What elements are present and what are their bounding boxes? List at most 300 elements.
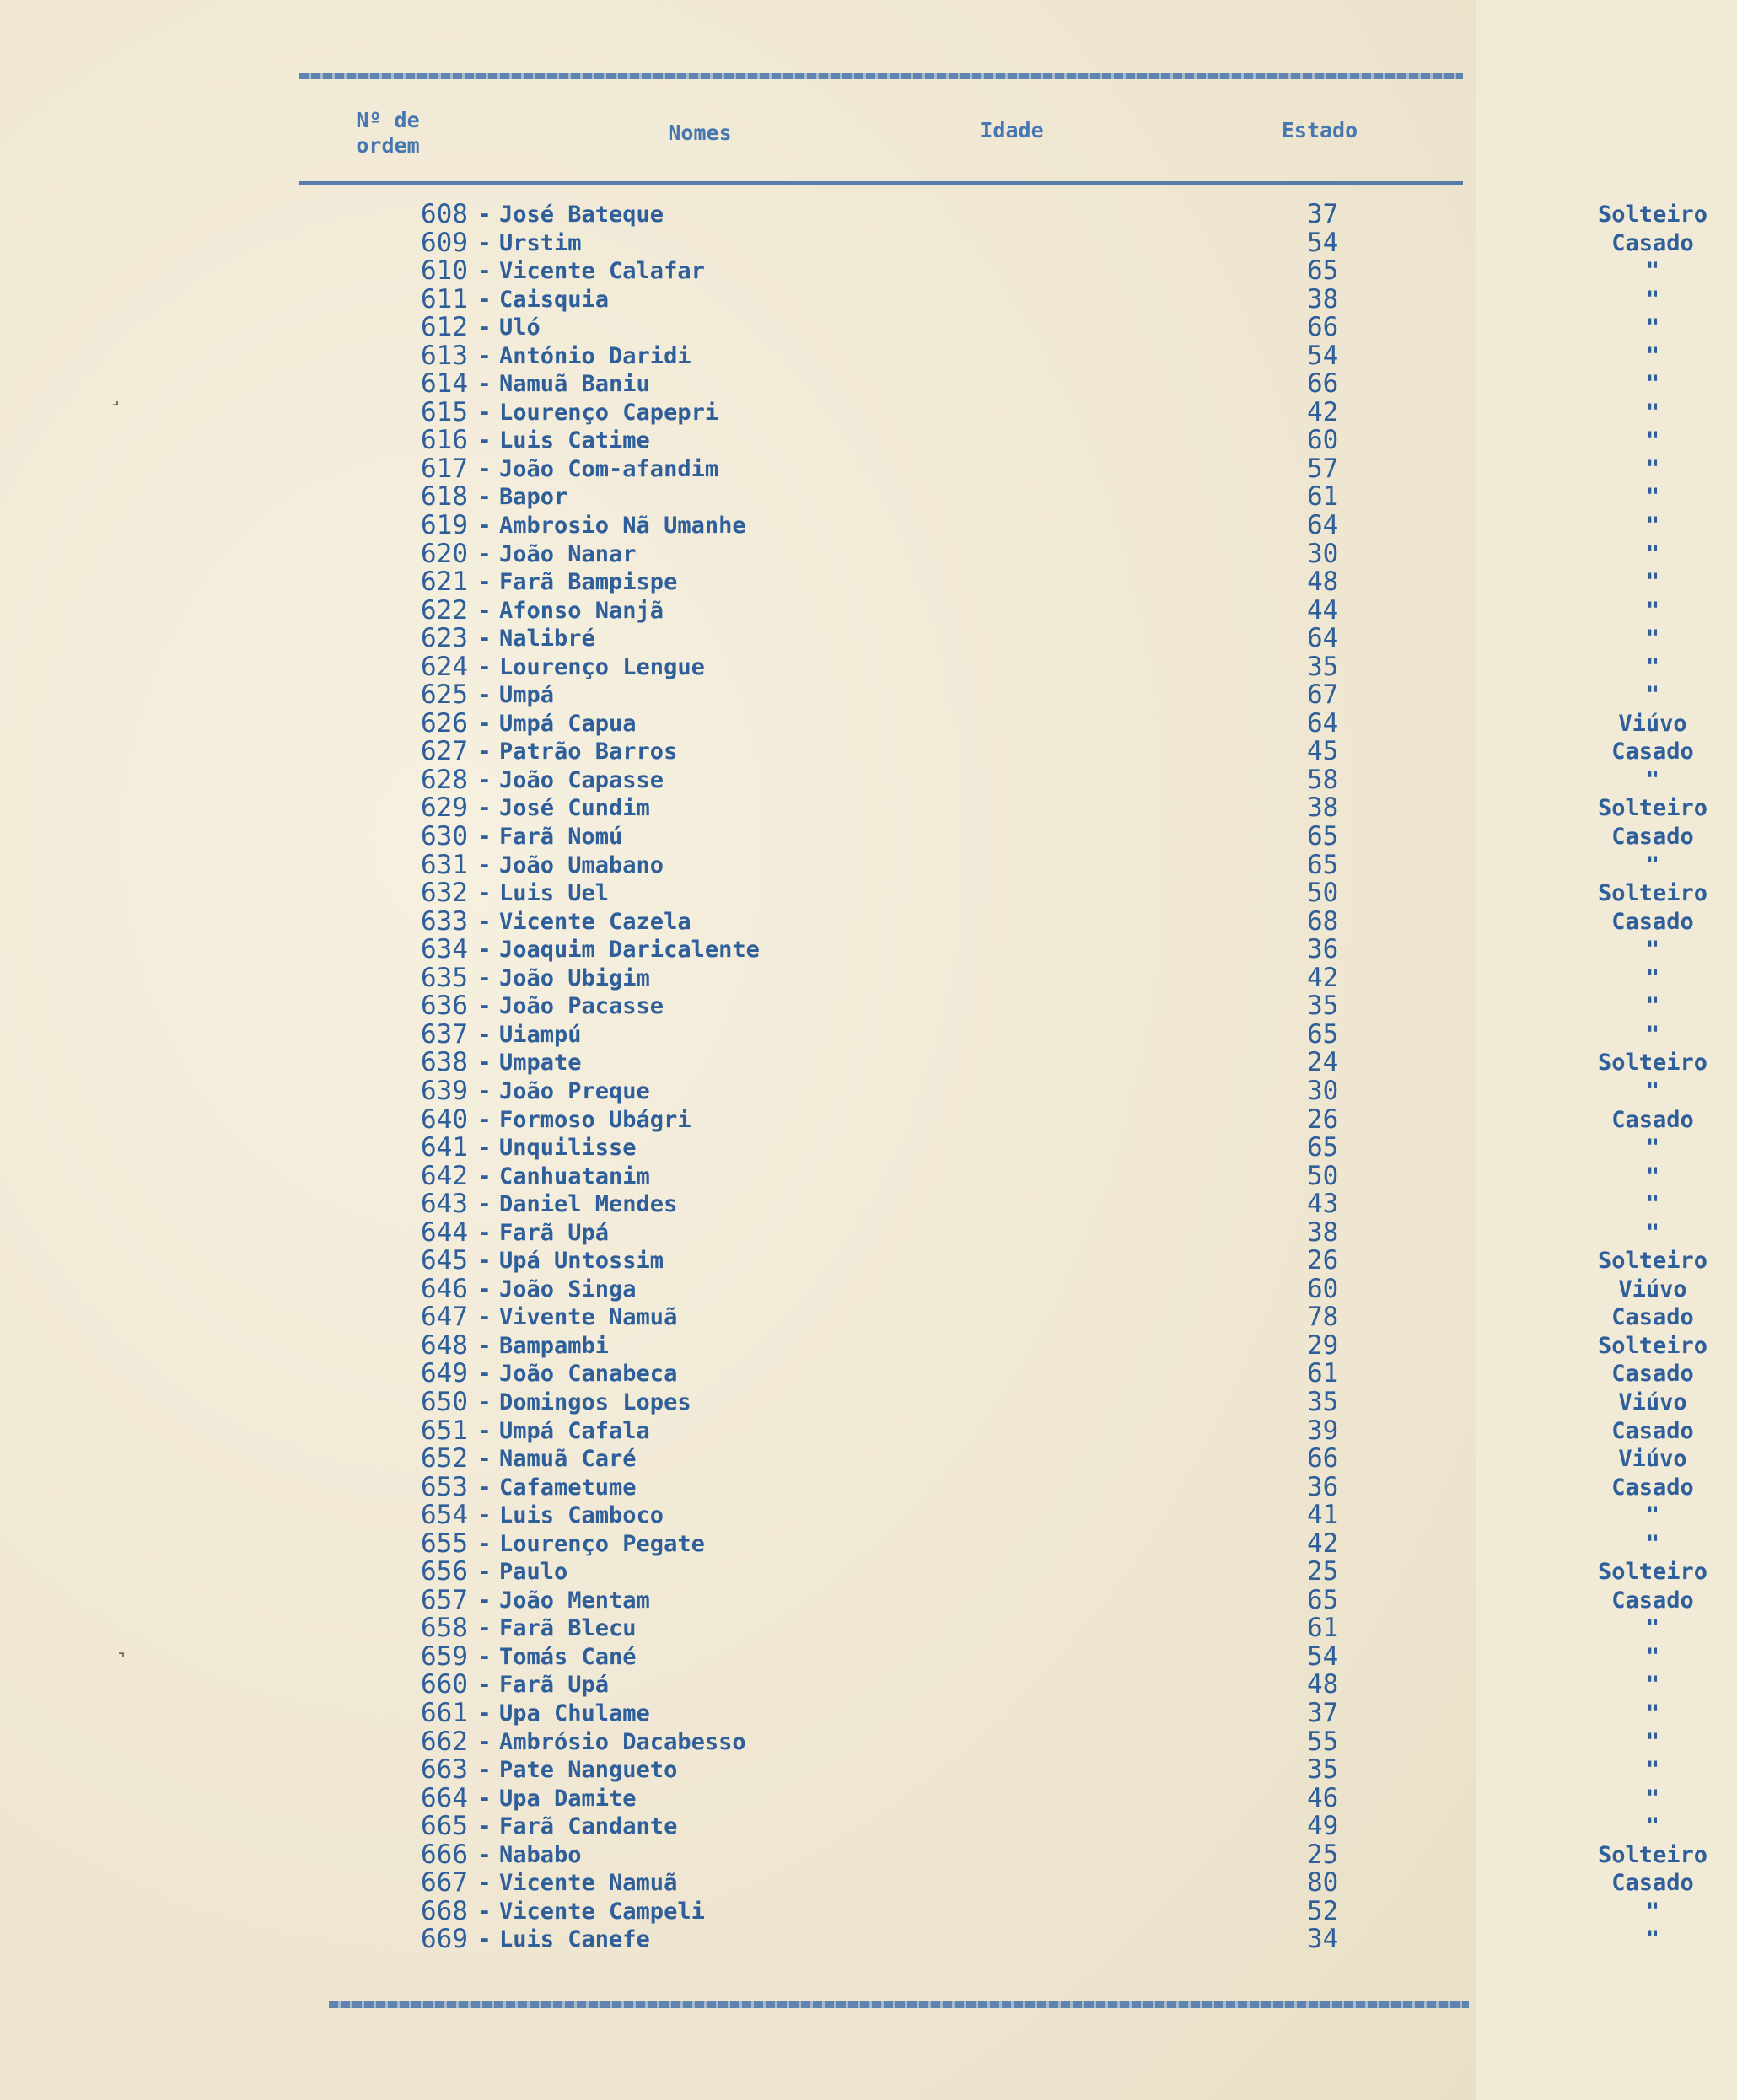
marital-status: " xyxy=(1645,455,1660,482)
person-age: 35 xyxy=(1307,1386,1339,1417)
person-age: 37 xyxy=(1307,1697,1339,1728)
marital-status: Solteiro xyxy=(1597,880,1708,907)
marital-status: " xyxy=(1645,1700,1660,1727)
person-age: 30 xyxy=(1307,1075,1339,1106)
person-age: 30 xyxy=(1307,538,1339,569)
list-item xyxy=(337,283,1660,314)
marital-status: " xyxy=(1645,1135,1660,1162)
separator-dash: - xyxy=(477,1050,492,1077)
person-age: 25 xyxy=(1307,1839,1339,1870)
list-item xyxy=(337,1329,1708,1361)
person-name: Vicente Calafar xyxy=(499,258,705,285)
person-name: Umpá xyxy=(499,682,555,709)
list-item xyxy=(337,1047,1708,1078)
person-name: João Preque xyxy=(499,1077,650,1104)
list-item xyxy=(337,1811,1660,1842)
order-number: 619 xyxy=(421,510,468,541)
marital-status: " xyxy=(1645,1615,1660,1642)
separator-dash: - xyxy=(477,710,492,737)
person-age: 39 xyxy=(1307,1415,1339,1446)
separator-dash: - xyxy=(477,1077,492,1104)
list-item xyxy=(337,1500,1660,1531)
order-number: 662 xyxy=(421,1726,468,1757)
order-number: 640 xyxy=(421,1104,468,1135)
person-name: Luis Catime xyxy=(499,427,650,454)
list-item xyxy=(337,1584,1694,1615)
person-name: João Umabano xyxy=(499,851,664,878)
separator-dash: - xyxy=(477,1530,492,1557)
separator-dash: - xyxy=(477,455,492,482)
person-age: 48 xyxy=(1307,567,1339,598)
order-number: 653 xyxy=(421,1471,468,1502)
order-number: 646 xyxy=(421,1273,468,1304)
marital-status: " xyxy=(1645,964,1660,991)
order-number: 622 xyxy=(421,594,468,626)
person-name: João Ubigim xyxy=(499,964,650,991)
person-age: 54 xyxy=(1307,1641,1339,1672)
list-item xyxy=(337,1895,1660,1926)
list-item xyxy=(337,1726,1660,1757)
person-name: Bapor xyxy=(499,484,568,511)
order-number: 611 xyxy=(421,283,468,314)
header-state: Estado xyxy=(1281,118,1358,142)
person-name: José Bateque xyxy=(499,201,664,228)
person-age: 78 xyxy=(1307,1302,1339,1333)
marital-status: " xyxy=(1645,937,1660,964)
order-number: 648 xyxy=(421,1329,468,1361)
person-name: Umpá Capua xyxy=(499,710,637,737)
marital-status: " xyxy=(1645,1643,1660,1670)
list-item xyxy=(337,679,1660,711)
person-name: Luis Uel xyxy=(499,880,610,907)
person-age: 44 xyxy=(1307,594,1339,626)
list-item xyxy=(337,1160,1660,1191)
header-age: Idade xyxy=(980,118,1044,142)
marital-status: " xyxy=(1645,597,1660,624)
list-item xyxy=(337,567,1660,598)
person-age: 42 xyxy=(1307,1528,1339,1559)
list-item xyxy=(337,1216,1660,1248)
person-age: 57 xyxy=(1307,453,1339,484)
marital-status: " xyxy=(1645,1728,1660,1755)
marital-status: " xyxy=(1645,1757,1660,1784)
person-age: 45 xyxy=(1307,736,1339,767)
marital-status: " xyxy=(1645,653,1660,680)
order-number: 613 xyxy=(421,340,468,371)
order-number: 632 xyxy=(421,878,468,909)
marital-status: " xyxy=(1645,258,1660,285)
marital-status: Casado xyxy=(1611,1417,1694,1444)
list-item xyxy=(337,481,1660,513)
person-age: 41 xyxy=(1307,1500,1339,1531)
person-name: Nababo xyxy=(499,1841,582,1868)
separator-dash: - xyxy=(477,1417,492,1444)
marital-status: " xyxy=(1645,1191,1660,1218)
top-dashed-rule xyxy=(299,73,1463,79)
marital-status: " xyxy=(1645,1926,1660,1953)
list-item xyxy=(337,396,1660,427)
person-name: Unquilisse xyxy=(499,1135,637,1162)
separator-dash: - xyxy=(477,1163,492,1190)
marital-status: " xyxy=(1645,682,1660,709)
order-number: 627 xyxy=(421,736,468,767)
list-item xyxy=(337,1386,1687,1417)
order-number: 641 xyxy=(421,1132,468,1163)
bottom-dashed-rule xyxy=(329,2001,1469,2008)
list-item xyxy=(337,1471,1694,1502)
separator-dash: - xyxy=(477,1388,492,1415)
separator-dash: - xyxy=(477,766,492,793)
person-name: João Com-afandim xyxy=(499,455,719,482)
separator-dash: - xyxy=(477,1304,492,1331)
marital-status: Viúvo xyxy=(1618,1276,1687,1302)
list-item xyxy=(337,934,1660,965)
person-name: Ambrósio Dacabesso xyxy=(499,1728,746,1755)
list-item xyxy=(337,991,1660,1022)
list-item xyxy=(337,1528,1660,1559)
order-number: 664 xyxy=(421,1782,468,1813)
person-name: Bampambi xyxy=(499,1332,610,1359)
person-name: Vicente Campeli xyxy=(499,1898,705,1925)
list-item xyxy=(337,1189,1660,1220)
list-item xyxy=(337,821,1694,852)
person-name: José Cundim xyxy=(499,795,650,822)
order-number: 620 xyxy=(421,538,468,569)
order-number: 628 xyxy=(421,764,468,795)
separator-dash: - xyxy=(477,626,492,653)
separator-dash: - xyxy=(477,1587,492,1614)
marital-status: " xyxy=(1645,1021,1660,1048)
order-number: 636 xyxy=(421,991,468,1022)
list-item xyxy=(337,199,1708,229)
person-age: 35 xyxy=(1307,651,1339,682)
person-name: Domingos Lopes xyxy=(499,1388,691,1415)
person-age: 55 xyxy=(1307,1726,1339,1757)
person-name: João Canabeca xyxy=(499,1361,678,1388)
person-age: 54 xyxy=(1307,340,1339,371)
person-age: 37 xyxy=(1307,199,1339,229)
list-item xyxy=(337,1697,1660,1728)
person-name: Cafametume xyxy=(499,1474,637,1501)
person-name: Umpá Cafala xyxy=(499,1417,650,1444)
order-number: 665 xyxy=(421,1811,468,1842)
order-number: 610 xyxy=(421,255,468,287)
marital-status: Casado xyxy=(1611,738,1694,765)
marital-status: " xyxy=(1645,1219,1660,1246)
person-name: João Nanar xyxy=(499,540,637,567)
order-number: 639 xyxy=(421,1075,468,1106)
person-name: Daniel Mendes xyxy=(499,1191,678,1218)
person-age: 64 xyxy=(1307,510,1339,541)
separator-dash: - xyxy=(477,1813,492,1840)
order-number: 630 xyxy=(421,821,468,852)
marital-status: Casado xyxy=(1611,229,1694,256)
person-age: 65 xyxy=(1307,1018,1339,1050)
marital-status: " xyxy=(1645,399,1660,426)
separator-dash: - xyxy=(477,258,492,285)
marital-status: " xyxy=(1645,314,1660,341)
person-name: Luis Canefe xyxy=(499,1926,650,1953)
person-age: 26 xyxy=(1307,1104,1339,1135)
separator-dash: - xyxy=(477,399,492,426)
marital-status: Solteiro xyxy=(1597,201,1708,228)
marital-status: " xyxy=(1645,513,1660,540)
person-age: 64 xyxy=(1307,707,1339,738)
person-age: 36 xyxy=(1307,1471,1339,1502)
list-item xyxy=(337,1443,1687,1474)
person-name: Vicente Namuã xyxy=(499,1870,678,1897)
order-number: 615 xyxy=(421,396,468,427)
person-age: 50 xyxy=(1307,878,1339,909)
person-name: Upá Untossim xyxy=(499,1248,664,1275)
order-number: 656 xyxy=(421,1556,468,1587)
separator-dash: - xyxy=(477,824,492,851)
separator-dash: - xyxy=(477,851,492,878)
marital-status: Viúvo xyxy=(1618,1388,1687,1415)
person-name: Tomás Cané xyxy=(499,1643,637,1670)
person-name: Paulo xyxy=(499,1559,568,1586)
person-name: Lourenço Pegate xyxy=(499,1530,705,1557)
order-number: 637 xyxy=(421,1018,468,1050)
person-age: 65 xyxy=(1307,821,1339,852)
order-number: 659 xyxy=(421,1641,468,1672)
person-name: Namuã Baniu xyxy=(499,371,650,398)
marital-status: " xyxy=(1645,1077,1660,1104)
person-age: 49 xyxy=(1307,1811,1339,1842)
order-number: 642 xyxy=(421,1160,468,1191)
marital-status: Viúvo xyxy=(1618,710,1687,737)
marital-status: Casado xyxy=(1611,1106,1694,1133)
marital-status: Casado xyxy=(1611,1587,1694,1614)
marital-status: " xyxy=(1645,851,1660,878)
person-age: 46 xyxy=(1307,1782,1339,1813)
separator-dash: - xyxy=(477,1926,492,1953)
person-age: 80 xyxy=(1307,1867,1339,1899)
marital-status: " xyxy=(1645,1530,1660,1557)
separator-dash: - xyxy=(477,201,492,228)
list-item xyxy=(337,905,1694,937)
person-age: 66 xyxy=(1307,312,1339,343)
list-item xyxy=(337,849,1660,880)
order-number: 617 xyxy=(421,453,468,484)
separator-dash: - xyxy=(477,1021,492,1048)
person-age: 60 xyxy=(1307,1273,1339,1304)
separator-dash: - xyxy=(477,682,492,709)
separator-dash: - xyxy=(477,1615,492,1642)
person-name: Namuã Caré xyxy=(499,1446,637,1473)
person-age: 52 xyxy=(1307,1895,1339,1926)
order-number: 624 xyxy=(421,651,468,682)
person-age: 38 xyxy=(1307,1216,1339,1248)
marital-status: " xyxy=(1645,427,1660,454)
list-item xyxy=(337,1245,1708,1276)
person-age: 65 xyxy=(1307,1132,1339,1163)
separator-dash: - xyxy=(477,1898,492,1925)
order-number: 629 xyxy=(421,792,468,824)
list-item xyxy=(337,792,1708,824)
separator-dash: - xyxy=(477,229,492,256)
person-age: 34 xyxy=(1307,1924,1339,1955)
separator-dash: - xyxy=(477,1332,492,1359)
order-number: 634 xyxy=(421,934,468,965)
list-item xyxy=(337,1018,1660,1050)
order-number: 609 xyxy=(421,227,468,258)
separator-dash: - xyxy=(477,1135,492,1162)
separator-dash: - xyxy=(477,964,492,991)
marital-status: Solteiro xyxy=(1597,1841,1708,1868)
header-number-label: Nº de ordem xyxy=(356,108,420,158)
person-age: 66 xyxy=(1307,1443,1339,1474)
list-item xyxy=(337,538,1660,569)
separator-dash: - xyxy=(477,908,492,935)
person-age: 64 xyxy=(1307,623,1339,654)
list-item xyxy=(337,1075,1660,1106)
separator-dash: - xyxy=(477,1361,492,1388)
list-item xyxy=(337,425,1660,456)
person-age: 38 xyxy=(1307,283,1339,314)
person-age: 54 xyxy=(1307,227,1339,258)
order-number: 635 xyxy=(421,962,468,993)
order-number: 647 xyxy=(421,1302,468,1333)
marital-status: " xyxy=(1645,286,1660,313)
person-name: Vivente Namuã xyxy=(499,1304,678,1331)
separator-dash: - xyxy=(477,1474,492,1501)
list-item xyxy=(337,736,1694,767)
list-item xyxy=(337,255,1660,287)
order-number: 616 xyxy=(421,425,468,456)
header-underline xyxy=(299,181,1463,185)
marital-status: Solteiro xyxy=(1597,1332,1708,1359)
person-name: Ambrosio Nã Umanhe xyxy=(499,513,746,540)
separator-dash: - xyxy=(477,540,492,567)
marital-status: Casado xyxy=(1611,1474,1694,1501)
person-name: Uiampú xyxy=(499,1021,582,1048)
list-item xyxy=(337,594,1660,626)
separator-dash: - xyxy=(477,1191,492,1218)
person-name: Caisquia xyxy=(499,286,610,313)
marital-status: " xyxy=(1645,766,1660,793)
list-item xyxy=(337,1782,1660,1813)
order-number: 651 xyxy=(421,1415,468,1446)
person-age: 58 xyxy=(1307,764,1339,795)
person-age: 67 xyxy=(1307,679,1339,711)
person-name: Uló xyxy=(499,314,540,341)
list-item xyxy=(337,1641,1660,1672)
order-number: 655 xyxy=(421,1528,468,1559)
order-number: 643 xyxy=(421,1189,468,1220)
person-age: 35 xyxy=(1307,1754,1339,1786)
person-name: João Capasse xyxy=(499,766,664,793)
header-number xyxy=(337,108,438,158)
marital-status: " xyxy=(1645,1502,1660,1529)
person-age: 42 xyxy=(1307,396,1339,427)
separator-dash: - xyxy=(477,1728,492,1755)
person-name: Canhuatanim xyxy=(499,1163,650,1190)
person-name: Farã Blecu xyxy=(499,1615,637,1642)
person-age: 61 xyxy=(1307,1613,1339,1644)
order-number: 645 xyxy=(421,1245,468,1276)
list-item xyxy=(337,1867,1694,1899)
list-item xyxy=(337,1924,1660,1955)
order-number: 633 xyxy=(421,905,468,937)
marital-status: " xyxy=(1645,1813,1660,1840)
list-item xyxy=(337,1415,1694,1446)
marital-status: " xyxy=(1645,569,1660,596)
marital-status: " xyxy=(1645,540,1660,567)
person-name: Formoso Ubágri xyxy=(499,1106,691,1133)
separator-dash: - xyxy=(477,993,492,1020)
order-number: 623 xyxy=(421,623,468,654)
person-age: 65 xyxy=(1307,1584,1339,1615)
marital-status: " xyxy=(1645,371,1660,398)
order-number: 625 xyxy=(421,679,468,711)
marital-status: Solteiro xyxy=(1597,1248,1708,1275)
person-age: 50 xyxy=(1307,1160,1339,1191)
separator-dash: - xyxy=(477,937,492,964)
person-name: João Pacasse xyxy=(499,993,664,1020)
person-name: Vicente Cazela xyxy=(499,908,691,935)
person-name: Joaquim Daricalente xyxy=(499,937,760,964)
person-name: Upa Damite xyxy=(499,1785,637,1812)
order-number: 667 xyxy=(421,1867,468,1899)
person-name: João Mentam xyxy=(499,1587,650,1614)
separator-dash: - xyxy=(477,1106,492,1133)
marital-status: " xyxy=(1645,484,1660,511)
marital-status: " xyxy=(1645,342,1660,369)
person-age: 25 xyxy=(1307,1556,1339,1587)
order-number: 660 xyxy=(421,1669,468,1700)
order-number: 668 xyxy=(421,1895,468,1926)
list-item xyxy=(337,453,1660,484)
list-item xyxy=(337,1556,1708,1587)
separator-dash: - xyxy=(477,1276,492,1302)
separator-dash: - xyxy=(477,738,492,765)
list-item xyxy=(337,623,1660,654)
list-item xyxy=(337,1839,1708,1870)
order-number: 650 xyxy=(421,1386,468,1417)
separator-dash: - xyxy=(477,342,492,369)
person-age: 43 xyxy=(1307,1189,1339,1220)
person-name: Farã Upá xyxy=(499,1672,610,1699)
header-names: Nomes xyxy=(668,121,732,145)
person-age: 65 xyxy=(1307,849,1339,880)
list-item xyxy=(337,962,1660,993)
list-item xyxy=(337,1302,1694,1333)
list-item xyxy=(337,1669,1660,1700)
marital-status: Casado xyxy=(1611,1304,1694,1331)
order-number: 612 xyxy=(421,312,468,343)
person-age: 35 xyxy=(1307,991,1339,1022)
order-number: 649 xyxy=(421,1358,468,1389)
marital-status: " xyxy=(1645,1785,1660,1812)
order-number: 626 xyxy=(421,707,468,738)
person-name: Afonso Nanjã xyxy=(499,597,664,624)
list-item xyxy=(337,227,1694,258)
list-item xyxy=(337,1132,1660,1163)
separator-dash: - xyxy=(477,1446,492,1473)
person-age: 38 xyxy=(1307,792,1339,824)
separator-dash: - xyxy=(477,371,492,398)
person-name: Lourenço Lengue xyxy=(499,653,705,680)
person-age: 24 xyxy=(1307,1047,1339,1078)
separator-dash: - xyxy=(477,1219,492,1246)
marital-status: Casado xyxy=(1611,908,1694,935)
separator-dash: - xyxy=(477,1643,492,1670)
separator-dash: - xyxy=(477,484,492,511)
hole-mark-icon: ˺ xyxy=(114,1648,130,1678)
order-number: 654 xyxy=(421,1500,468,1531)
person-age: 66 xyxy=(1307,368,1339,400)
